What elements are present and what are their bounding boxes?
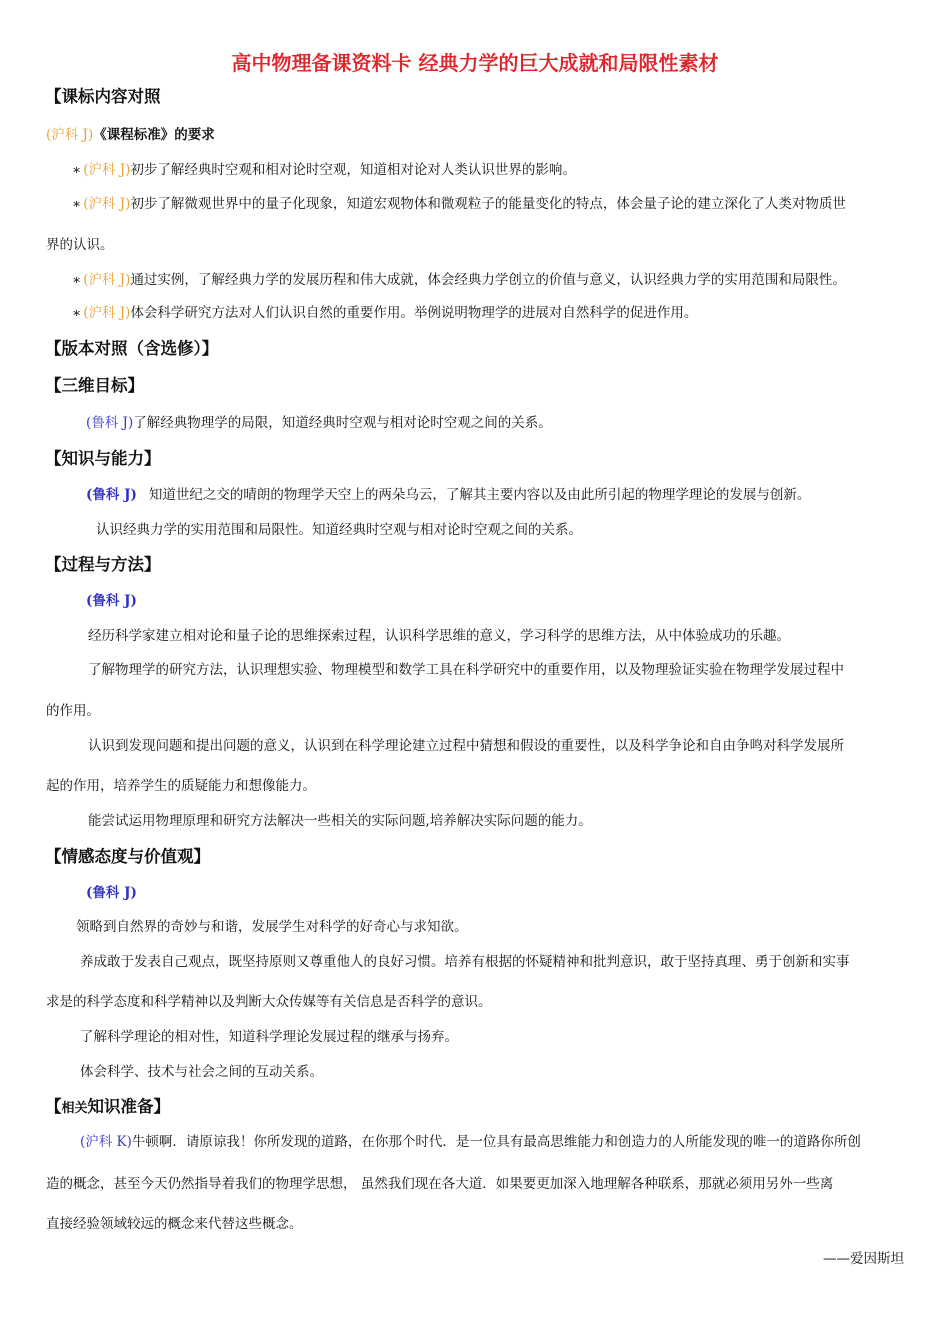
guocheng-p4: 能尝试运用物理原理和研究方法解决一些相关的实际问题,培养解决实际问题的能力。 [88, 813, 592, 829]
guocheng-p3a: 认识到发现问题和提出问题的意义，认识到在科学理论建立过程中猜想和假设的重要性，以及科学争论和自由争鸣对科学发展所 [88, 738, 844, 754]
document-title: 高中物理备课资料卡 经典力学的巨大成就和局限性素材 [231, 51, 719, 75]
sanwei-line [86, 412, 552, 434]
tag-hk: (沪科 J) [83, 162, 131, 178]
tag-lk: (鲁科 J) [86, 487, 137, 503]
item-text: 初步了解微观世界中的量子化现象，知道宏观物体和微观粒子的能量变化的特点，体会量子论的建立深化了人类对物质世 [130, 196, 846, 212]
guocheng-p1: 经历科学家建立相对论和量子论的思维探索过程，认识科学思维的意义，学习科学的思维方法，从中体验成功的乐趣。 [88, 628, 790, 644]
qinggan-tag: (鲁科 J) [86, 885, 137, 901]
item-text: 通过实例，了解经典力学的发展历程和伟大成就，体会经典力学创立的价值与意义，认识经典力学的实用范围和局限性。 [130, 272, 846, 288]
heading-qinggan: 【情感态度与价值观】 [45, 847, 210, 866]
kebiao-subtitle-line [46, 124, 215, 146]
quote-author: ——爱因斯坦 [823, 1251, 904, 1267]
item-text: 初步了解经典时空观和相对论时空观，知道相对论对人类认识世界的影响。 [130, 162, 576, 178]
heading-sanwei: 【三维目标】 [45, 376, 144, 395]
heading-bracket: 【 [45, 1097, 62, 1116]
kebiao-item-1 [72, 159, 576, 181]
qinggan-p1: 领略到自然界的奇妙与和谐，发展学生对科学的好奇心与求知欲。 [76, 919, 468, 935]
guocheng-p2b: 的作用。 [46, 703, 100, 719]
tag-hk-k: (沪科 K) [80, 1134, 132, 1150]
heading-xiangguan [45, 1096, 170, 1120]
zhishi-text-1: 知道世纪之交的晴朗的物理学天空上的两朵乌云，了解其主要内容以及由此所引起的物理学理论的发展与创新。 [148, 487, 811, 503]
bullet-star: ∗ [72, 162, 82, 178]
tag-lk: (鲁科 J) [86, 415, 134, 431]
xiangguan-line-3: 直接经验领域较远的概念来代替这些概念。 [46, 1216, 303, 1232]
heading-small: 相关 [61, 1101, 88, 1116]
bullet-star: ∗ [72, 305, 82, 321]
qinggan-p3: 了解科学理论的相对性，知道科学理论发展过程的继承与扬弃。 [80, 1029, 458, 1045]
sanwei-text: 了解经典物理学的局限，知道经典时空观与相对论时空观之间的关系。 [133, 415, 552, 431]
qinggan-p2a: 养成敢于发表自己观点，既坚持原则又尊重他人的良好习惯。培养有根据的怀疑精神和批判意识，敢于坚持真理、勇于创新和实事 [80, 954, 850, 970]
tag-hk: (沪科 J) [83, 196, 131, 212]
guocheng-p2a: 了解物理学的研究方法，认识理想实验、物理模型和数学工具在科学研究中的重要作用，以及物理验证实验在物理学发展过程中 [88, 662, 844, 678]
bullet-star: ∗ [72, 196, 82, 212]
quote-text-1: 牛顿啊．请原谅我！你所发现的道路，在你那个时代．是一位具有最高思维能力和创造力的人所能发现的唯一的道路你所创 [131, 1134, 861, 1150]
kebiao-item-2 [72, 193, 846, 215]
kebiao-item-2-cont: 界的认识。 [46, 237, 114, 253]
guocheng-tag: (鲁科 J) [86, 593, 137, 609]
guocheng-p3b: 起的作用，培养学生的质疑能力和想像能力。 [46, 778, 316, 794]
heading-kebiao: 【课标内容对照 [45, 87, 161, 106]
zhishi-line-1 [86, 484, 810, 506]
tag-hk: (沪科 J) [83, 305, 131, 321]
kebiao-subtitle: 《课程标准》的要求 [93, 127, 215, 143]
xiangguan-line-2: 造的概念，甚至今天仍然指导着我们的物理学思想， 虽然我们现在各大道．如果要更加深入地理解各种联系，那就必须用另外一些离 [46, 1176, 834, 1192]
bullet-star: ∗ [72, 272, 82, 288]
kebiao-item-3 [72, 269, 846, 291]
item-text: 体会科学研究方法对人们认识自然的重要作用。举例说明物理学的进展对自然科学的促进作用。 [130, 305, 698, 321]
zhishi-line-2: 认识经典力学的实用范围和局限性。知道经典时空观与相对论时空观之间的关系。 [96, 522, 582, 538]
heading-guocheng: 【过程与方法】 [45, 555, 161, 574]
qinggan-p2b: 求是的科学态度和科学精神以及判断大众传媒等有关信息是否科学的意识。 [46, 994, 492, 1010]
heading-zhishi: 【知识与能力】 [45, 449, 161, 468]
tag-hk: (沪科 J) [83, 272, 131, 288]
kebiao-item-4 [72, 302, 697, 324]
qinggan-p4: 体会科学、技术与社会之间的互动关系。 [80, 1064, 323, 1080]
xiangguan-line-1 [80, 1131, 861, 1153]
heading-banben: 【版本对照（含选修）】 [45, 339, 219, 358]
heading-rest: 知识准备】 [87, 1097, 171, 1116]
tag-hk: (沪科 J) [46, 127, 94, 143]
